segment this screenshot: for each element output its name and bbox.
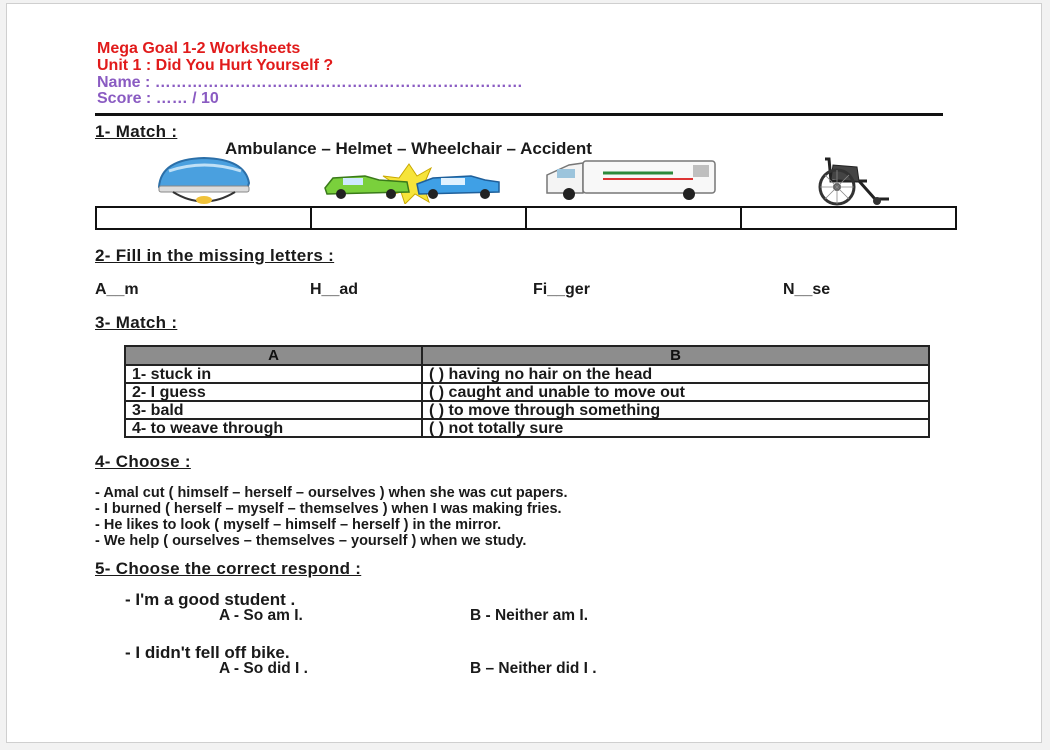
section4-title: 4- Choose : xyxy=(95,452,191,471)
car-accident-icon xyxy=(321,162,503,204)
option-a: A - So did I . xyxy=(219,660,308,677)
option-a: A - So am I. xyxy=(219,607,303,624)
option-b: B - Neither am I. xyxy=(470,607,588,624)
option-b: B – Neither did I . xyxy=(470,660,597,677)
table-row xyxy=(125,419,929,437)
fill-word: A__m xyxy=(95,281,139,298)
word-bank: Ambulance – Helmet – Wheelchair – Accident xyxy=(225,139,592,158)
header-divider xyxy=(95,113,943,116)
fill-word: N__se xyxy=(783,281,831,298)
worksheet-title: Mega Goal 1-2 Worksheets xyxy=(97,40,301,57)
section3-title: 3- Match : xyxy=(95,313,178,332)
wheelchair-icon xyxy=(797,155,897,207)
table-row xyxy=(125,401,929,419)
respond-question: - I didn't fell off bike. xyxy=(125,643,290,662)
column-a-header: A xyxy=(125,346,422,365)
score-line: Score : …… / 10 xyxy=(97,90,219,107)
ambulance-icon xyxy=(543,157,721,203)
section1-title: 1- Match : xyxy=(95,122,178,141)
worksheet-page xyxy=(6,3,1042,743)
match-term: 1- stuck in xyxy=(125,365,422,383)
match-definition: ( ) to move through something xyxy=(422,401,929,419)
match-definition: ( ) not totally sure xyxy=(422,419,929,437)
table-row xyxy=(125,365,929,383)
choose-sentence: - Amal cut ( himself – herself – ourselves ) when she was cut papers. xyxy=(95,485,568,501)
helmet-icon xyxy=(149,153,259,205)
answer-box[interactable] xyxy=(310,206,527,230)
match-answer-boxes xyxy=(95,206,957,230)
choose-sentence: - He likes to look ( myself – himself – herself ) in the mirror. xyxy=(95,517,502,533)
match-definition: ( ) caught and unable to move out xyxy=(422,383,929,401)
answer-box[interactable] xyxy=(95,206,312,230)
section5-title: 5- Choose the correct respond : xyxy=(95,559,362,578)
respond-question: - I'm a good student . xyxy=(125,590,296,609)
choose-sentence: - We help ( ourselves – themselves – yourself ) when we study. xyxy=(95,533,527,549)
fill-word: H__ad xyxy=(310,281,359,298)
match-term: 3- bald xyxy=(125,401,422,419)
answer-box[interactable] xyxy=(740,206,957,230)
section2-title: 2- Fill in the missing letters : xyxy=(95,246,335,265)
match-definition: ( ) having no hair on the head xyxy=(422,365,929,383)
answer-box[interactable] xyxy=(525,206,742,230)
match-term: 4- to weave through xyxy=(125,419,422,437)
column-b-header: B xyxy=(422,346,929,365)
table-row xyxy=(125,383,929,401)
match-term: 2- I guess xyxy=(125,383,422,401)
unit-title: Unit 1 : Did You Hurt Yourself ? xyxy=(97,57,334,74)
choose-sentence: - I burned ( herself – myself – themselves ) when I was making fries. xyxy=(95,501,562,517)
name-line: Name : …………………………………………………………… xyxy=(97,74,523,91)
fill-word: Fi__ger xyxy=(533,281,590,298)
match-table xyxy=(124,345,930,438)
